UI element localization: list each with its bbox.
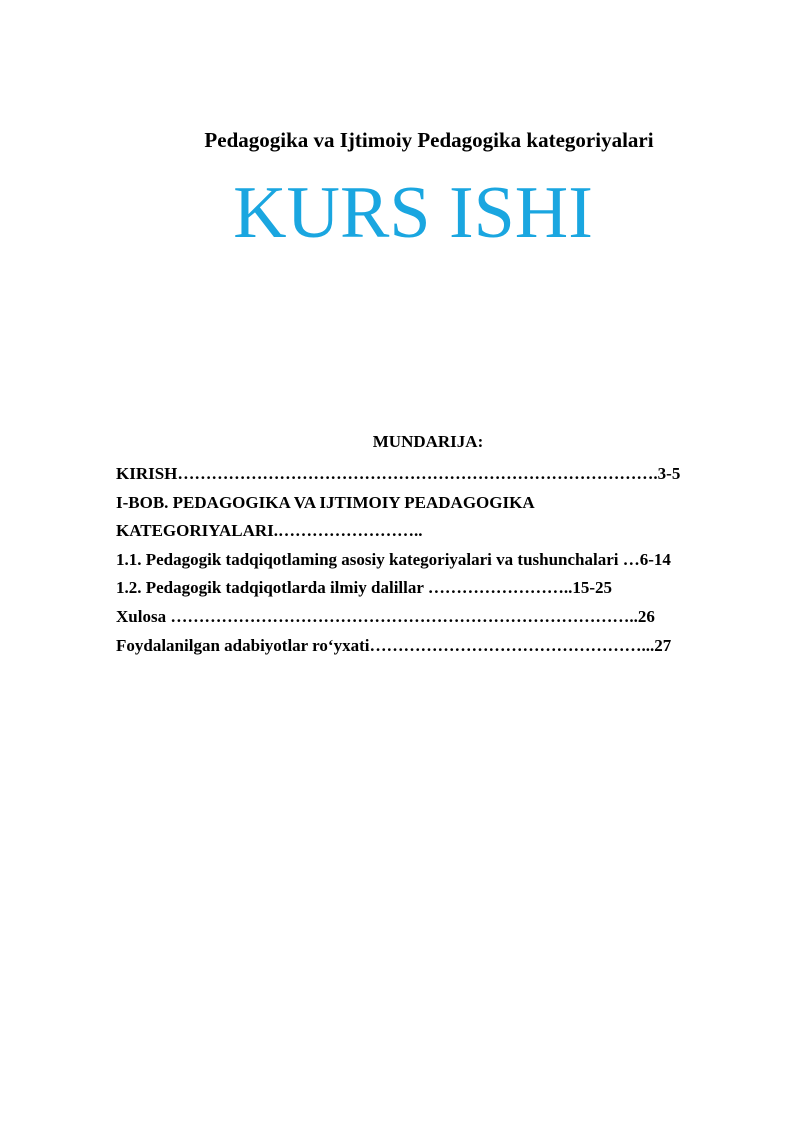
toc-entry-introduction: KIRISH………………………………………………………………………….3-5 <box>116 464 681 483</box>
toc-entry-chapter-1-title-continued: KATEGORIYALARI.…………………….. <box>116 521 423 541</box>
table-of-contents <box>116 460 776 660</box>
toc-entry-chapter-1-title: I-BOB. PEDAGOGIKA VA IJTIMOIY PEADAGOGIKA <box>116 492 535 512</box>
toc-entry-section-1-1: 1.1. Pedagogik tadqiqotlaming asosiy kategoriyalari va tushunchalari …6-14 <box>116 549 671 569</box>
toc-entry-references: Foydalanilgan adabiyotlar ro‘yxati…………………………………………...27 <box>116 635 672 655</box>
toc-entry-conclusion: Xulosa ………………………………………………………………………..26 <box>116 606 655 626</box>
toc-entry-section-1-2: 1.2. Pedagogik tadqiqotlarda ilmiy dalillar ……………………..15-25 <box>116 578 613 598</box>
main-title: KURS ISHI <box>233 172 593 254</box>
subject-title: Pedagogika va Ijtimoiy Pedagogika kategoriyalari <box>204 128 654 152</box>
toc-heading: MUNDARIJA: <box>372 432 484 451</box>
